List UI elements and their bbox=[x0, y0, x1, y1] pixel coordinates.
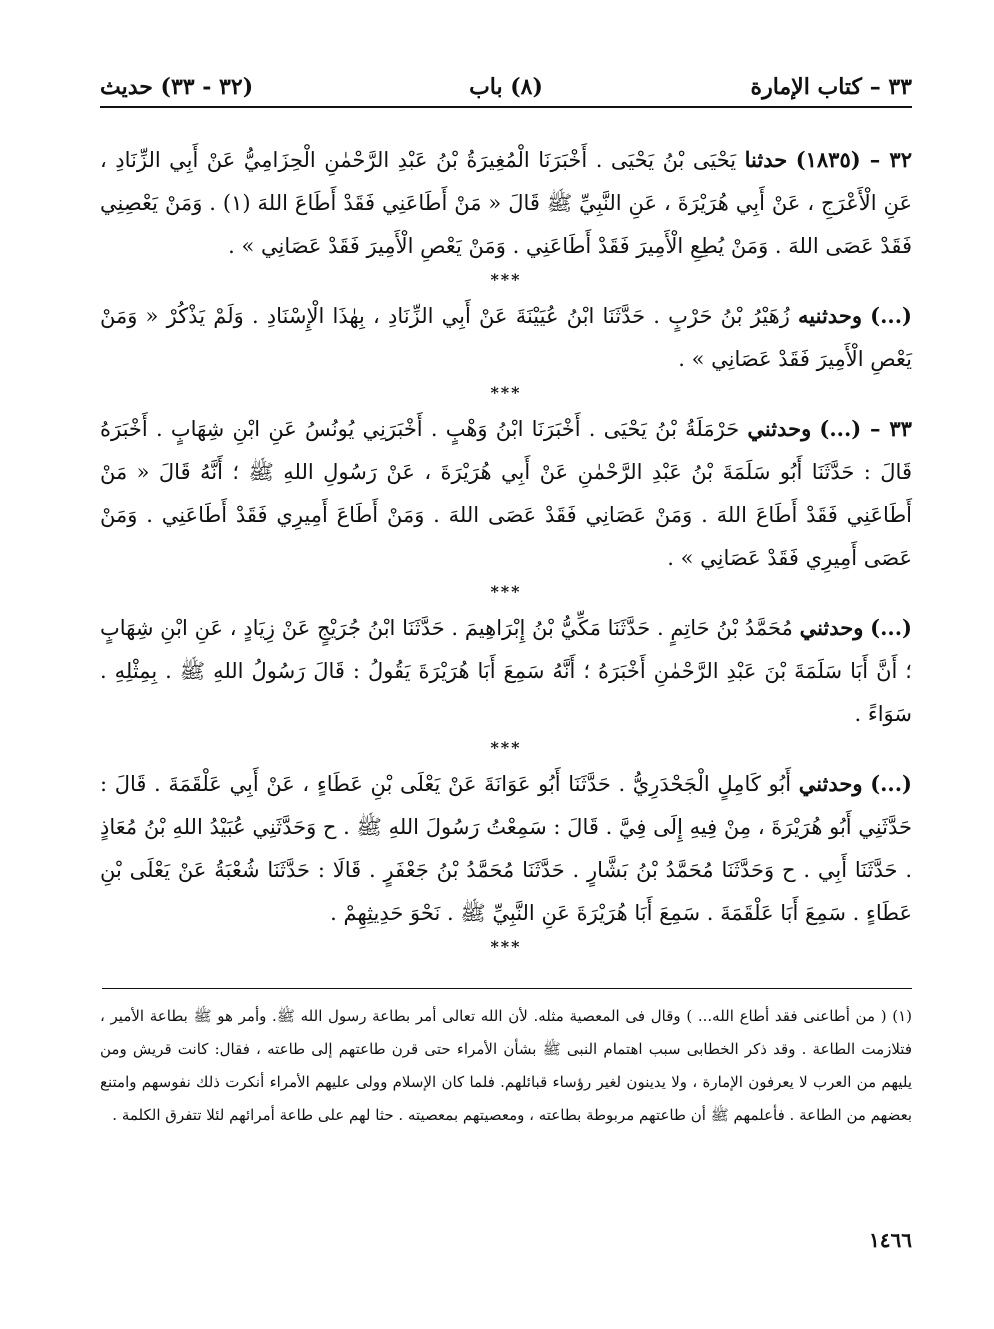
hadith-number: ٣٢ – (١٨٣٥) bbox=[795, 147, 912, 172]
hadith-33 bbox=[100, 407, 912, 580]
hadith-32 bbox=[100, 138, 912, 268]
book-page bbox=[100, 60, 912, 1300]
footnote-divider bbox=[102, 988, 912, 989]
hadith-number: (...) bbox=[870, 615, 912, 640]
page-number: ١٤٦٦ bbox=[869, 1228, 912, 1252]
hadith-33-variant-1 bbox=[100, 606, 912, 736]
section-separator: *** bbox=[490, 738, 522, 757]
section-separator: *** bbox=[490, 582, 522, 601]
book-title: ٣٣ – كتاب الإمارة bbox=[750, 74, 912, 100]
hadith-number: ٣٣ – (...) bbox=[819, 416, 912, 441]
hadith-text: يَحْيَى بْنُ يَحْيَى . أَخْبَرَنَا الْمُغِيرَةُ بْنُ عَبْدِ الرَّحْمٰنِ الْحِزَامِيُّ عَنْ أَبِي الزِّنَادِ ، عَنِ الْأَعْرَجِ ، عَنْ أَبِي هُرَيْرَةَ ، عَنِ النَّبِيِّ ﷺ قَالَ « مَنْ أَطَاعَنِي فَقَدْ أَطَاعَ اللهَ (١) . وَمَنْ يَعْصِنِي فَقَدْ عَصَى اللهَ . وَمَنْ يُطِعِ الْأَمِيرَ فَقَدْ أَطَاعَنِي . وَمَنْ يَعْصِ الْأَمِيرَ فَقَدْ عَصَانِي » . bbox=[100, 148, 912, 258]
hadith-range: (٣٢ - ٣٣) حديث bbox=[100, 74, 254, 100]
hadith-lead-word: وحدثني bbox=[798, 771, 863, 796]
footnote: (١) ( من أطاعنى فقد أطاع الله... ) وقال فى المعصية مثله. لأن الله تعالى أمر بطاعة رسول الله ﷺ. وأمر هو ﷺ بطاعة الأمير ، فتلازمت الطاعة . وقد ذكر الخطابى سبب اهتمام النبى ﷺ بشأن الأمراء حتى قرن طاعتهم إلى طاعته ، فقال: كانت قريش ومن يليهم من العرب لا يعرفون الإمارة ، ولا يدينون لغير رؤساء قبائلهم. فلما كان الإسلام وولى عليهم الأمراء أنكرت ذلك نفوسهم وامتنع بعضهم من الطاعة . فأعلمهم ﷺ أن طاعتهم مربوطة بطاعته ، ومعصيتهم بمعصيته . حثا لهم على طاعة أمرائهم لئلا تتفرق الكلمة . bbox=[100, 1007, 912, 1124]
chapter-label: (٨) باب bbox=[469, 74, 543, 100]
running-header bbox=[100, 72, 912, 108]
section-separator: *** bbox=[490, 383, 522, 402]
section-separator: *** bbox=[490, 270, 522, 289]
hadith-32-variant bbox=[100, 294, 912, 381]
hadith-text: زُهَيْرُ بْنُ حَرْبٍ . حَدَّثَنَا ابْنُ عُيَيْنَةَ عَنْ أَبِي الزِّنَادِ ، بِهٰذَا الْإِسْنَادِ . وَلَمْ يَذْكُرْ « وَمَنْ يَعْصِ الْأَمِيرَ فَقَدْ عَصَانِي » . bbox=[100, 304, 912, 371]
hadith-lead-word: وحدثني bbox=[799, 615, 864, 640]
main-text bbox=[100, 138, 912, 961]
hadith-lead-word: وحدثنيه bbox=[798, 303, 862, 328]
hadith-text: حَرْمَلَةُ بْنُ يَحْيَى . أَخْبَرَنَا ابْنُ وَهْبٍ . أَخْبَرَنِي يُونُسُ عَنِ ابْنِ شِهَابٍ . أَخْبَرَهُ قَالَ : حَدَّثَنَا أَبُو سَلَمَةَ بْنُ عَبْدِ الرَّحْمٰنِ عَنْ أَبِي هُرَيْرَةَ ، عَنْ رَسُولِ اللهِ ﷺ ؛ أَنَّهُ قَالَ « مَنْ أَطَاعَنِي فَقَدْ أَطَاعَ اللهَ . وَمَنْ عَصَانِي فَقَدْ عَصَى اللهَ . وَمَنْ أَطَاعَ أَمِيرِي فَقَدْ أَطَاعَنِي . وَمَنْ عَصَى أَمِيرِي فَقَدْ عَصَانِي » . bbox=[100, 417, 912, 570]
hadith-33-variant-2 bbox=[100, 762, 912, 935]
hadith-text: مُحَمَّدُ بْنُ حَاتِمٍ . حَدَّثَنَا مَكِّيُّ بْنُ إِبْرَاهِيمَ . حَدَّثَنَا ابْنُ جُرَيْجٍ عَنْ زِيَادٍ ، عَنِ ابْنِ شِهَابٍ ؛ أَنَّ أَبَا سَلَمَةَ بْنَ عَبْدِ الرَّحْمٰنِ أَخْبَرَهُ ؛ أَنَّهُ سَمِعَ أَبَا هُرَيْرَةَ يَقُولُ : قَالَ رَسُولُ اللهِ ﷺ . بِمِثْلِهِ . سَوَاءً . bbox=[100, 616, 912, 726]
hadith-lead-word: حدثنا bbox=[744, 147, 788, 172]
section-separator: *** bbox=[490, 937, 522, 956]
hadith-lead-word: وحدثني bbox=[747, 416, 812, 441]
hadith-text: أَبُو كَامِلٍ الْجَحْدَرِيُّ . حَدَّثَنَا أَبُو عَوَانَةَ عَنْ يَعْلَى بْنِ عَطَاءٍ ، عَنْ أَبِي عَلْقَمَةَ . قَالَ : حَدَّثَنِي أَبُو هُرَيْرَةَ ، مِنْ فِيهِ إِلَى فِيَّ . قَالَ : سَمِعْتُ رَسُولَ اللهِ ﷺ . ح وَحَدَّثَنِي عُبَيْدُ اللهِ بْنُ مُعَاذٍ . حَدَّثَنَا أَبِي . ح وَحَدَّثَنَا مُحَمَّدُ بْنُ بَشَّارٍ . حَدَّثَنَا مُحَمَّدُ بْنُ جَعْفَرٍ . قَالَا : حَدَّثَنَا شُعْبَةُ عَنْ يَعْلَى بْنِ عَطَاءٍ . سَمِعَ أَبَا عَلْقَمَةَ . سَمِعَ أَبَا هُرَيْرَةَ عَنِ النَّبِيِّ ﷺ . نَحْوَ حَدِيثِهِمْ . bbox=[100, 772, 912, 925]
hadith-number: (...) bbox=[870, 303, 912, 328]
hadith-number: (...) bbox=[870, 771, 912, 796]
